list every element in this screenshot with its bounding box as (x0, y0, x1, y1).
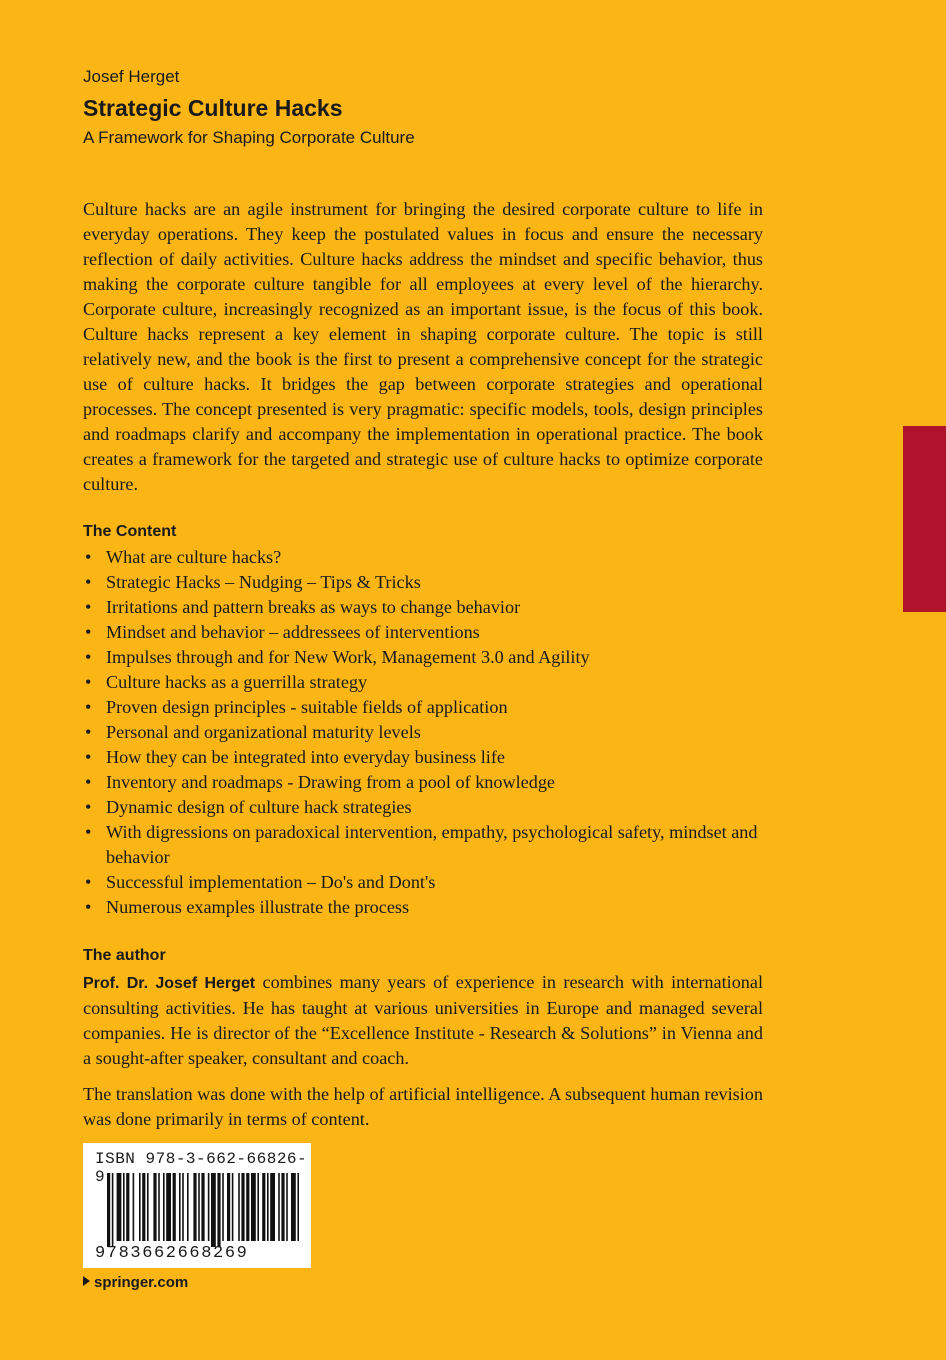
content-heading: The Content (83, 523, 177, 540)
list-item-text: Culture hacks as a guerrilla strategy (106, 672, 368, 692)
barcode-bar (201, 1173, 204, 1241)
bullet-icon: • (85, 897, 92, 917)
list-item (83, 820, 763, 870)
bullet-icon: • (85, 822, 92, 842)
list-item-text: With digressions on paradoxical intervention, empathy, psychological safety, mindset and behavior (106, 822, 758, 867)
barcode-bar (257, 1173, 259, 1241)
list-item (83, 620, 763, 645)
list-item (83, 645, 763, 670)
barcode-bar (267, 1173, 269, 1241)
barcode-bar (227, 1173, 230, 1241)
barcode-bar (187, 1173, 189, 1241)
bullet-icon: • (85, 672, 92, 692)
blurb-paragraph: Culture hacks are an agile instrument for bringing the desired corporate culture to life in everyday operations. They keep the postulated values in focus and ensure the necessary reflection of daily activities. Culture hacks address the mindset and specific behavior, thus making the corporate culture tangible for all employees at every level of the hierarchy. Corporate culture, increasingly recognized as an important issue, is the focus of this book. Culture hacks represent a key element in shaping corporate culture. The topic is still relatively new, and the book is the first to present a comprehensive concept for the strategic use of culture hacks. It bridges the gap between corporate strategies and operational processes. The concept presented is very pragmatic: specific models, tools, design principles and roadmaps clarify and accompany the implementation in operational practice. The book creates a framework for the targeted and strategic use of culture hacks to optimize corporate culture. (83, 199, 763, 494)
bullet-icon: • (85, 647, 92, 667)
book-subtitle: A Framework for Shaping Corporate Culture (83, 128, 415, 147)
list-item-text: Dynamic design of culture hack strategies (106, 797, 412, 817)
list-item (83, 795, 763, 820)
bullet-icon: • (85, 547, 92, 567)
bullet-icon: • (85, 572, 92, 592)
ean-digits: 9783662668269 (95, 1244, 249, 1263)
barcode-bar (117, 1173, 122, 1241)
list-item (83, 770, 763, 795)
barcode-bar (281, 1173, 284, 1241)
barcode-bar (246, 1173, 249, 1241)
publisher-label: springer.com (94, 1274, 189, 1291)
barcode-bar (166, 1173, 171, 1241)
barcode-bar (217, 1173, 220, 1247)
author-bio-name: Prof. Dr. Josef Herget (83, 975, 256, 992)
barcode-bar (123, 1173, 125, 1241)
isbn-label: ISBN 978-3-662-66826-9 (95, 1150, 308, 1186)
list-item (83, 870, 763, 895)
barcode-bar (153, 1173, 156, 1241)
bullet-icon: • (85, 872, 92, 892)
list-item (83, 570, 763, 595)
barcode-bar (270, 1173, 275, 1241)
barcode-bar (179, 1173, 181, 1241)
bullet-icon: • (85, 722, 92, 742)
barcode-bar (232, 1173, 234, 1241)
bullet-icon: • (85, 747, 92, 767)
side-tab (903, 426, 946, 612)
barcode-bar (133, 1173, 135, 1241)
barcode-bar (238, 1173, 240, 1241)
list-item (83, 595, 763, 620)
barcode-bar (142, 1173, 145, 1241)
list-item-text: Proven design principles - suitable fields of application (106, 697, 508, 717)
bullet-icon: • (85, 697, 92, 717)
arrow-right-icon (83, 1276, 90, 1286)
barcode-box (83, 1143, 311, 1268)
barcode-bar (126, 1173, 129, 1241)
barcode-bar (291, 1173, 296, 1241)
barcode-bar (278, 1173, 280, 1241)
barcode-bar (262, 1173, 265, 1241)
list-item-text: Personal and organizational maturity levels (106, 722, 421, 742)
list-item (83, 670, 763, 695)
barcode-bar (297, 1173, 299, 1241)
list-item (83, 895, 763, 920)
barcode-bar (173, 1173, 176, 1241)
bullet-icon: • (85, 797, 92, 817)
publisher-link[interactable] (83, 1274, 188, 1291)
bullet-icon: • (85, 622, 92, 642)
barcode-bar (241, 1173, 244, 1241)
author-bio (83, 970, 763, 1071)
barcode-bar (139, 1173, 141, 1241)
list-item-text: How they can be integrated into everyday business life (106, 747, 505, 767)
book-title: Strategic Culture Hacks (83, 95, 343, 121)
list-item (83, 695, 763, 720)
barcode-bar (286, 1173, 288, 1241)
list-item-text: Impulses through and for New Work, Management 3.0 and Agility (106, 647, 590, 667)
barcode-bar (182, 1173, 184, 1241)
author-heading: The author (83, 947, 166, 964)
list-item-text: Successful implementation – Do's and Dont's (106, 872, 436, 892)
list-item-text: Mindset and behavior – addressees of interventions (106, 622, 480, 642)
barcode-bar (158, 1173, 160, 1241)
barcode-bar (251, 1173, 256, 1241)
barcode-bar (163, 1173, 165, 1241)
author-name-top: Josef Herget (83, 67, 180, 86)
barcode-bar (198, 1173, 200, 1241)
barcode-bar (222, 1173, 224, 1241)
list-item (83, 545, 763, 570)
barcode-bar (193, 1173, 196, 1241)
translation-note: The translation was done with the help of artificial intelligence. A subsequent human revision was done primarily in terms of content. (83, 1084, 763, 1129)
list-item-text: Strategic Hacks – Nudging – Tips & Tricks (106, 572, 421, 592)
list-item (83, 720, 763, 745)
barcode-bar (211, 1173, 216, 1247)
barcode-bar (208, 1173, 210, 1241)
content-list (83, 545, 763, 920)
barcode-bar (112, 1173, 114, 1247)
author-bio-text: combines many years of experience in research with international consulting activities. He has taught at various universities in Europe and managed several companies. He is director of the “Excellence Institute - Research & Solutions” in Vienna and a sought-after speaker, consultant and coach. (83, 972, 764, 1068)
bullet-icon: • (85, 772, 92, 792)
barcode-bar (107, 1173, 110, 1247)
list-item-text: Inventory and roadmaps - Drawing from a pool of knowledge (106, 772, 556, 792)
list-item-text: What are culture hacks? (106, 547, 282, 567)
list-item-text: Numerous examples illustrate the process (106, 897, 410, 917)
bullet-icon: • (85, 597, 92, 617)
list-item (83, 745, 763, 770)
barcode-bar (147, 1173, 149, 1241)
list-item-text: Irritations and pattern breaks as ways to change behavior (106, 597, 521, 617)
